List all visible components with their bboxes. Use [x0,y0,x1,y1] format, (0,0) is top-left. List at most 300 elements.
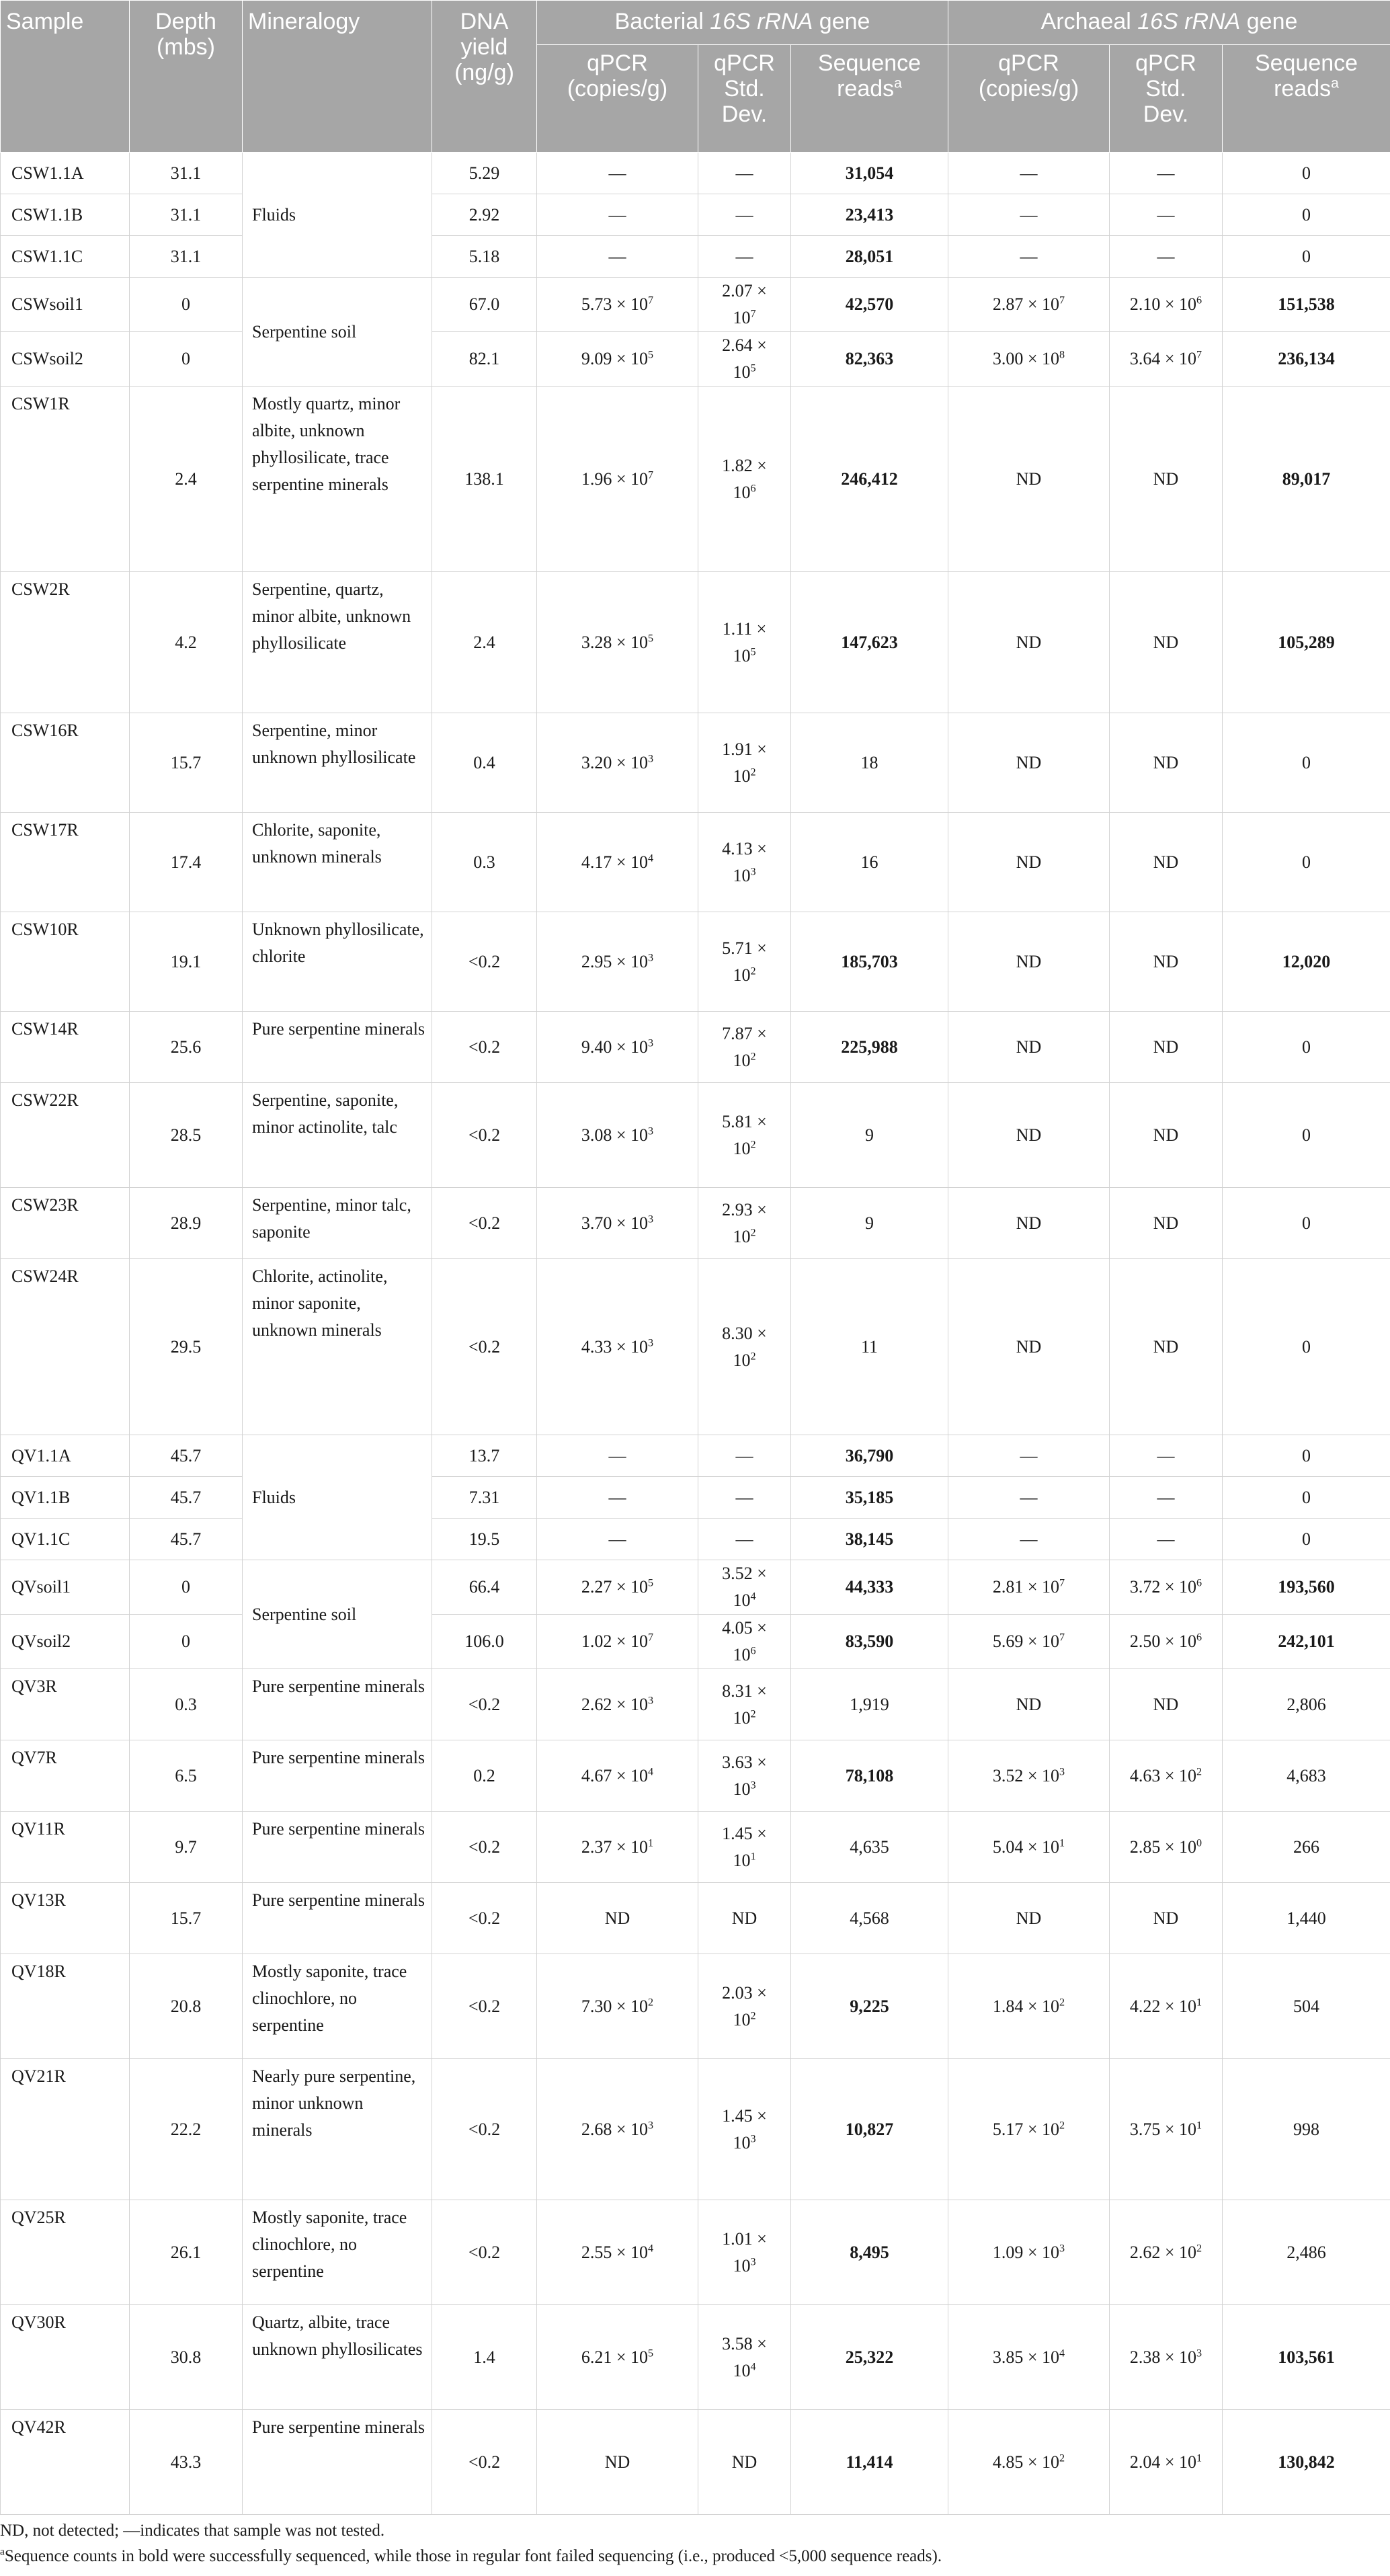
cell-dna-yield: <0.2 [432,1083,537,1188]
cell-arch-qpcr: $2.81 \times 10^7$ [948,1560,1110,1615]
cell-arch-seq-reads: 0 [1223,1519,1390,1560]
cell-arch-seq-reads: 0 [1223,236,1390,278]
table-body [1,153,1390,2515]
cell-dna-yield: <0.2 [432,1883,537,1954]
table-row [1,2059,1390,2200]
table-row [1,912,1390,1012]
cell-dna-yield: 2.92 [432,194,537,236]
table-row [1,153,1390,194]
cell-bact-seq-reads: 10,827 [791,2059,948,2200]
cell-mineralogy: Serpentine, minor unknown phyllosilicate [243,713,432,813]
cell-mineralogy: Serpentine, saponite, minor actinolite, talc [243,1083,432,1188]
cell-depth: 20.8 [130,1954,243,2059]
cell-arch-seq-reads: 0 [1223,1259,1390,1435]
cell-bact-seq-reads: 83,590 [791,1615,948,1669]
cell-arch-qpcr: — [948,194,1110,236]
cell-bact-seq-reads: 8,495 [791,2200,948,2305]
cell-bact-qpcr: — [537,236,698,278]
cell-bact-seq-reads: 246,412 [791,387,948,572]
cell-bact-qpcr: $6.21 \times 10^5$ [537,2305,698,2410]
cell-mineralogy: Nearly pure serpentine, minor unknown minerals [243,2059,432,2200]
cell-sample: QV13R [1,1883,130,1954]
cell-dna-yield: <0.2 [432,1012,537,1083]
cell-depth: 17.4 [130,813,243,912]
table-row [1,387,1390,572]
cell-bact-qpcr: $2.55 \times 10^4$ [537,2200,698,2305]
cell-bact-qpcr-sd: $2.07 \times 10^7$ [698,278,791,332]
cell-mineralogy: Serpentine, minor talc, saponite [243,1188,432,1259]
cell-arch-qpcr: — [948,1519,1110,1560]
cell-arch-qpcr-sd: $3.75 \times 10^1$ [1110,2059,1223,2200]
table-row [1,278,1390,332]
cell-bact-seq-reads: 38,145 [791,1519,948,1560]
cell-bact-seq-reads: 9 [791,1083,948,1188]
cell-arch-seq-reads: 0 [1223,713,1390,813]
cell-sample: CSW24R [1,1259,130,1435]
cell-mineralogy: Mostly saponite, trace clinochlore, no serpentine [243,1954,432,2059]
cell-arch-seq-reads: 998 [1223,2059,1390,2200]
cell-bact-qpcr: $3.20 \times 10^3$ [537,713,698,813]
cell-bact-seq-reads: 23,413 [791,194,948,236]
cell-dna-yield: <0.2 [432,2059,537,2200]
cell-arch-qpcr: ND [948,1083,1110,1188]
footnote-nd: ND, not detected; —indicates that sample was not tested. [0,2522,385,2540]
cell-sample: CSW23R [1,1188,130,1259]
cell-dna-yield: 138.1 [432,387,537,572]
table-row [1,1954,1390,2059]
cell-sample: CSW2R [1,572,130,713]
cell-bact-qpcr-sd: $1.01 \times 10^3$ [698,2200,791,2305]
cell-arch-seq-reads: 0 [1223,194,1390,236]
header-arch-qpcr-sd: qPCR Std. Dev. [1110,45,1223,153]
cell-bact-qpcr-sd: $2.64 \times 10^5$ [698,332,791,387]
cell-dna-yield: <0.2 [432,1954,537,2059]
cell-bact-qpcr-sd: $1.91 \times 10^2$ [698,713,791,813]
cell-bact-qpcr-sd: $4.13 \times 10^3$ [698,813,791,912]
header-bact-seq-reads-label: Sequence reads [817,50,922,102]
cell-depth: 4.2 [130,572,243,713]
cell-bact-qpcr-sd: $7.87 \times 10^2$ [698,1012,791,1083]
cell-bact-qpcr-sd: $1.82 \times 10^6$ [698,387,791,572]
cell-dna-yield: 5.18 [432,236,537,278]
cell-depth: 6.5 [130,1740,243,1812]
cell-arch-qpcr: ND [948,572,1110,713]
cell-bact-seq-reads: 9,225 [791,1954,948,2059]
cell-bact-qpcr-sd: $4.05 \times 10^6$ [698,1615,791,1669]
cell-sample: CSW1.1A [1,153,130,194]
cell-sample: CSW1.1B [1,194,130,236]
cell-depth: 30.8 [130,2305,243,2410]
cell-arch-qpcr-sd: — [1110,153,1223,194]
cell-bact-seq-reads: 36,790 [791,1435,948,1477]
cell-arch-qpcr-sd: $4.63 \times 10^2$ [1110,1740,1223,1812]
table-row [1,332,1390,387]
cell-mineralogy: Pure serpentine minerals [243,1740,432,1812]
table-row [1,2305,1390,2410]
cell-arch-qpcr-sd: ND [1110,1012,1223,1083]
header-bact-seq-reads [791,45,948,153]
cell-dna-yield: <0.2 [432,912,537,1012]
header-bact-qpcr-sd: qPCR Std. Dev. [698,45,791,153]
cell-dna-yield: <0.2 [432,1188,537,1259]
cell-bact-qpcr-sd: $1.45 \times 10^3$ [698,2059,791,2200]
cell-sample: CSWsoil1 [1,278,130,332]
cell-dna-yield: 66.4 [432,1560,537,1615]
cell-arch-qpcr-sd: $4.22 \times 10^1$ [1110,1954,1223,2059]
cell-arch-seq-reads: 0 [1223,813,1390,912]
cell-mineralogy: Pure serpentine minerals [243,1669,432,1740]
cell-arch-seq-reads: 236,134 [1223,332,1390,387]
cell-mineralogy: Pure serpentine minerals [243,1012,432,1083]
cell-arch-qpcr: $3.52 \times 10^3$ [948,1740,1110,1812]
table-row [1,713,1390,813]
table-row [1,1615,1390,1669]
cell-mineralogy: Quartz, albite, trace unknown phyllosilicates [243,2305,432,2410]
cell-arch-seq-reads: 242,101 [1223,1615,1390,1669]
cell-bact-qpcr: $2.27 \times 10^5$ [537,1560,698,1615]
cell-dna-yield: 0.2 [432,1740,537,1812]
table-row [1,1083,1390,1188]
cell-sample: QVsoil2 [1,1615,130,1669]
table-row [1,1740,1390,1812]
cell-depth: 45.7 [130,1519,243,1560]
cell-arch-qpcr-sd: ND [1110,813,1223,912]
cell-sample: CSW22R [1,1083,130,1188]
cell-arch-seq-reads: 103,561 [1223,2305,1390,2410]
cell-sample: QV1.1C [1,1519,130,1560]
cell-dna-yield: 1.4 [432,2305,537,2410]
cell-bact-qpcr: — [537,1519,698,1560]
cell-bact-qpcr-sd: ND [698,2410,791,2515]
cell-bact-qpcr: — [537,153,698,194]
cell-arch-seq-reads: 266 [1223,1812,1390,1883]
table-row [1,1477,1390,1519]
table-row [1,1259,1390,1435]
cell-depth: 9.7 [130,1812,243,1883]
cell-arch-qpcr: ND [948,1188,1110,1259]
cell-arch-qpcr-sd: $2.10 \times 10^6$ [1110,278,1223,332]
cell-bact-qpcr-sd: — [698,1435,791,1477]
cell-bact-seq-reads: 25,322 [791,2305,948,2410]
cell-mineralogy: Unknown phyllosilicate, chlorite [243,912,432,1012]
cell-dna-yield: 82.1 [432,332,537,387]
table-row [1,1435,1390,1477]
cell-arch-qpcr: ND [948,387,1110,572]
cell-bact-seq-reads: 82,363 [791,332,948,387]
cell-mineralogy: Fluids [243,1435,432,1560]
cell-arch-qpcr-sd: — [1110,1435,1223,1477]
cell-arch-qpcr-sd: $2.50 \times 10^6$ [1110,1615,1223,1669]
cell-arch-qpcr: ND [948,1883,1110,1954]
cell-arch-qpcr: ND [948,813,1110,912]
cell-arch-qpcr-sd: $2.38 \times 10^3$ [1110,2305,1223,2410]
cell-bact-qpcr-sd: $5.71 \times 10^2$ [698,912,791,1012]
cell-sample: CSW14R [1,1012,130,1083]
cell-depth: 0 [130,1560,243,1615]
cell-depth: 45.7 [130,1477,243,1519]
cell-arch-qpcr: $1.09 \times 10^3$ [948,2200,1110,2305]
table-row [1,1560,1390,1615]
cell-bact-seq-reads: 35,185 [791,1477,948,1519]
cell-bact-qpcr-sd: $3.63 \times 10^3$ [698,1740,791,1812]
cell-sample: QV1.1B [1,1477,130,1519]
header-mineralogy: Mineralogy [243,1,432,153]
cell-mineralogy: Serpentine, quartz, minor albite, unknown phyllosilicate [243,572,432,713]
cell-arch-qpcr-sd: — [1110,1519,1223,1560]
cell-arch-qpcr: $5.69 \times 10^7$ [948,1615,1110,1669]
cell-dna-yield: 19.5 [432,1519,537,1560]
cell-bact-seq-reads: 4,568 [791,1883,948,1954]
cell-arch-qpcr-sd: ND [1110,1083,1223,1188]
cell-arch-seq-reads: 105,289 [1223,572,1390,713]
cell-arch-seq-reads: 151,538 [1223,278,1390,332]
cell-sample: CSWsoil2 [1,332,130,387]
cell-bact-seq-reads: 16 [791,813,948,912]
table-row [1,813,1390,912]
cell-bact-qpcr: ND [537,1883,698,1954]
cell-depth: 0 [130,1615,243,1669]
cell-dna-yield: 5.29 [432,153,537,194]
cell-mineralogy: Pure serpentine minerals [243,1883,432,1954]
cell-sample: QVsoil1 [1,1560,130,1615]
cell-depth: 28.9 [130,1188,243,1259]
cell-depth: 31.1 [130,194,243,236]
cell-bact-qpcr: $4.17 \times 10^4$ [537,813,698,912]
cell-bact-qpcr-sd: — [698,153,791,194]
header-arch-seq-reads-label: Sequence reads [1254,50,1358,102]
cell-arch-qpcr: ND [948,1669,1110,1740]
cell-arch-qpcr: ND [948,1259,1110,1435]
cell-arch-qpcr-sd: — [1110,194,1223,236]
cell-mineralogy: Chlorite, saponite, unknown minerals [243,813,432,912]
cell-depth: 2.4 [130,387,243,572]
header-sample: Sample [1,1,130,153]
cell-depth: 15.7 [130,713,243,813]
cell-bact-qpcr: — [537,194,698,236]
cell-bact-qpcr-sd: — [698,1519,791,1560]
cell-bact-qpcr-sd: $3.52 \times 10^4$ [698,1560,791,1615]
cell-arch-qpcr: ND [948,912,1110,1012]
cell-bact-qpcr: $9.09 \times 10^5$ [537,332,698,387]
cell-mineralogy: Mostly quartz, minor albite, unknown phyllosilicate, trace serpentine minerals [243,387,432,572]
cell-sample: CSW16R [1,713,130,813]
table-row [1,2200,1390,2305]
table-row [1,2410,1390,2515]
cell-arch-seq-reads: 89,017 [1223,387,1390,572]
header-arch-qpcr: qPCR (copies/g) [948,45,1110,153]
cell-bact-qpcr: $9.40 \times 10^3$ [537,1012,698,1083]
cell-arch-seq-reads: 2,486 [1223,2200,1390,2305]
cell-bact-qpcr-sd: $5.81 \times 10^2$ [698,1083,791,1188]
cell-bact-qpcr-sd: $2.93 \times 10^2$ [698,1188,791,1259]
cell-dna-yield: 106.0 [432,1615,537,1669]
cell-depth: 45.7 [130,1435,243,1477]
cell-dna-yield: 0.3 [432,813,537,912]
cell-sample: QV7R [1,1740,130,1812]
cell-bact-seq-reads: 78,108 [791,1740,948,1812]
cell-arch-qpcr-sd: $2.04 \times 10^1$ [1110,2410,1223,2515]
table-row [1,236,1390,278]
cell-arch-seq-reads: 12,020 [1223,912,1390,1012]
cell-arch-qpcr-sd: — [1110,236,1223,278]
cell-arch-qpcr-sd: ND [1110,1259,1223,1435]
cell-sample: QV42R [1,2410,130,2515]
cell-sample: CSW10R [1,912,130,1012]
cell-arch-qpcr: — [948,153,1110,194]
cell-arch-seq-reads: 0 [1223,1188,1390,1259]
cell-dna-yield: <0.2 [432,1259,537,1435]
cell-bact-seq-reads: 28,051 [791,236,948,278]
cell-mineralogy: Chlorite, actinolite, minor saponite, unknown minerals [243,1259,432,1435]
cell-bact-seq-reads: 11 [791,1259,948,1435]
header-bact-seq-reads-sup: a [894,75,902,91]
cell-bact-seq-reads: 9 [791,1188,948,1259]
cell-bact-seq-reads: 18 [791,713,948,813]
cell-dna-yield: <0.2 [432,2200,537,2305]
cell-mineralogy: Pure serpentine minerals [243,2410,432,2515]
cell-depth: 0 [130,278,243,332]
table-row [1,1669,1390,1740]
cell-arch-qpcr: — [948,1477,1110,1519]
cell-arch-qpcr-sd: ND [1110,1883,1223,1954]
header-archaeal-group [948,1,1390,45]
header-bacterial-label: Bacterial 16S rRNA gene [614,9,870,34]
cell-arch-seq-reads: 1,440 [1223,1883,1390,1954]
cell-bact-qpcr: $3.28 \times 10^5$ [537,572,698,713]
cell-arch-qpcr: $2.87 \times 10^7$ [948,278,1110,332]
cell-arch-seq-reads: 130,842 [1223,2410,1390,2515]
cell-bact-qpcr: $4.33 \times 10^3$ [537,1259,698,1435]
cell-sample: QV11R [1,1812,130,1883]
cell-sample: QV3R [1,1669,130,1740]
header-dna-yield: DNA yield (ng/g) [432,1,537,153]
cell-bact-qpcr: $4.67 \times 10^4$ [537,1740,698,1812]
cell-arch-seq-reads: 0 [1223,153,1390,194]
cell-arch-seq-reads: 0 [1223,1435,1390,1477]
cell-arch-seq-reads: 504 [1223,1954,1390,2059]
cell-bact-qpcr-sd: — [698,194,791,236]
table-row [1,1812,1390,1883]
cell-sample: CSW1.1C [1,236,130,278]
cell-sample: QV18R [1,1954,130,2059]
cell-dna-yield: 67.0 [432,278,537,332]
cell-dna-yield: <0.2 [432,2410,537,2515]
cell-arch-qpcr-sd: ND [1110,912,1223,1012]
cell-depth: 26.1 [130,2200,243,2305]
cell-sample: CSW17R [1,813,130,912]
header-arch-seq-reads [1223,45,1390,153]
table-row [1,572,1390,713]
cell-bact-qpcr: — [537,1435,698,1477]
cell-dna-yield: 7.31 [432,1477,537,1519]
cell-depth: 15.7 [130,1883,243,1954]
cell-arch-qpcr: ND [948,713,1110,813]
cell-bact-qpcr-sd: $3.58 \times 10^4$ [698,2305,791,2410]
cell-bact-seq-reads: 1,919 [791,1669,948,1740]
cell-sample: QV30R [1,2305,130,2410]
cell-arch-qpcr-sd: ND [1110,572,1223,713]
cell-arch-seq-reads: 193,560 [1223,1560,1390,1615]
cell-bact-qpcr: $3.70 \times 10^3$ [537,1188,698,1259]
cell-depth: 22.2 [130,2059,243,2200]
cell-bact-qpcr: $5.73 \times 10^7$ [537,278,698,332]
cell-arch-qpcr: — [948,236,1110,278]
cell-bact-qpcr-sd: $2.03 \times 10^2$ [698,1954,791,2059]
cell-depth: 29.5 [130,1259,243,1435]
cell-bact-qpcr-sd: $8.30 \times 10^2$ [698,1259,791,1435]
cell-mineralogy: Serpentine soil [243,278,432,387]
cell-arch-qpcr-sd: ND [1110,387,1223,572]
cell-bact-qpcr-sd: — [698,236,791,278]
cell-depth: 0 [130,332,243,387]
cell-bact-seq-reads: 31,054 [791,153,948,194]
cell-sample: CSW1R [1,387,130,572]
cell-arch-qpcr: $4.85 \times 10^2$ [948,2410,1110,2515]
cell-arch-qpcr: ND [948,1012,1110,1083]
cell-arch-qpcr-sd: $3.64 \times 10^7$ [1110,332,1223,387]
cell-arch-qpcr-sd: — [1110,1477,1223,1519]
cell-bact-qpcr-sd: $1.11 \times 10^5$ [698,572,791,713]
cell-bact-qpcr-sd: — [698,1477,791,1519]
table-row [1,1188,1390,1259]
cell-dna-yield: 0.4 [432,713,537,813]
header-arch-seq-reads-sup: a [1331,75,1339,91]
cell-arch-seq-reads: 0 [1223,1083,1390,1188]
cell-arch-qpcr: — [948,1435,1110,1477]
cell-bact-qpcr: $7.30 \times 10^2$ [537,1954,698,2059]
cell-mineralogy: Serpentine soil [243,1560,432,1669]
cell-arch-qpcr-sd: $3.72 \times 10^6$ [1110,1560,1223,1615]
cell-bact-qpcr: $2.62 \times 10^3$ [537,1669,698,1740]
cell-bact-seq-reads: 185,703 [791,912,948,1012]
cell-arch-qpcr: $3.85 \times 10^4$ [948,2305,1110,2410]
cell-bact-qpcr-sd: ND [698,1883,791,1954]
header-bacterial-group [537,1,948,45]
cell-depth: 25.6 [130,1012,243,1083]
cell-arch-qpcr-sd: ND [1110,713,1223,813]
cell-arch-qpcr-sd: ND [1110,1188,1223,1259]
cell-dna-yield: 13.7 [432,1435,537,1477]
cell-bact-qpcr: ND [537,2410,698,2515]
cell-depth: 43.3 [130,2410,243,2515]
cell-arch-seq-reads: 2,806 [1223,1669,1390,1740]
cell-bact-qpcr: $1.02 \times 10^7$ [537,1615,698,1669]
cell-arch-qpcr-sd: ND [1110,1669,1223,1740]
cell-dna-yield: <0.2 [432,1669,537,1740]
cell-arch-seq-reads: 0 [1223,1477,1390,1519]
cell-bact-qpcr-sd: $8.31 \times 10^2$ [698,1669,791,1740]
cell-depth: 31.1 [130,153,243,194]
cell-depth: 31.1 [130,236,243,278]
cell-bact-qpcr-sd: $1.45 \times 10^1$ [698,1812,791,1883]
cell-mineralogy: Pure serpentine minerals [243,1812,432,1883]
cell-bact-seq-reads: 225,988 [791,1012,948,1083]
cell-bact-qpcr: $1.96 \times 10^7$ [537,387,698,572]
cell-bact-seq-reads: 42,570 [791,278,948,332]
cell-depth: 19.1 [130,912,243,1012]
footnote-a-marker: a [0,2546,5,2558]
cell-bact-seq-reads: 11,414 [791,2410,948,2515]
cell-mineralogy: Mostly saponite, trace clinochlore, no serpentine [243,2200,432,2305]
cell-sample: QV21R [1,2059,130,2200]
header-archaeal-label: Archaeal 16S rRNA gene [1040,9,1298,34]
footnote-a-text: Sequence counts in bold were successfully sequenced, while those in regular font failed sequencing (i.e., produced <5,000 sequence reads). [4,2547,942,2565]
cell-dna-yield: 2.4 [432,572,537,713]
table-row [1,1519,1390,1560]
footnote-a [0,2545,1390,2568]
cell-depth: 0.3 [130,1669,243,1740]
cell-bact-seq-reads: 4,635 [791,1812,948,1883]
